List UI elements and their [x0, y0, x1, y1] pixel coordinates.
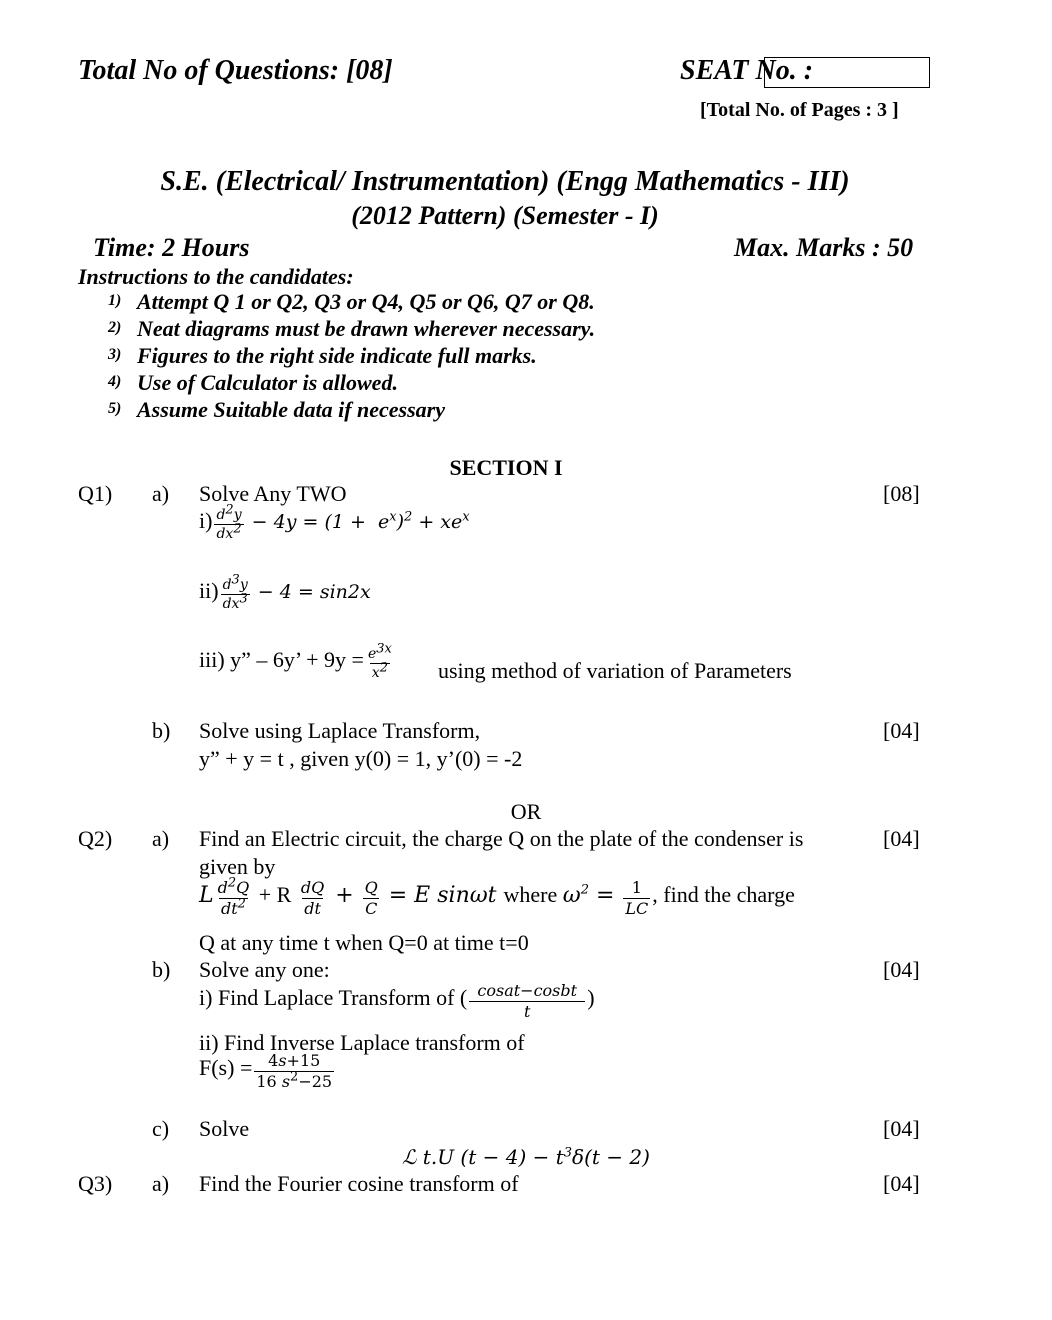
q2a-text2: given by — [199, 854, 276, 879]
q2b-fs-label: F(s) = — [199, 1055, 253, 1081]
seat-label-wrap — [680, 55, 814, 91]
q2b-i-text: i) Find Laplace Transform of ( — [199, 985, 468, 1011]
instruction-text: Attempt Q 1 or Q2, Q3 or Q4, Q5 or Q6, Q7 or Q8. — [137, 289, 595, 314]
fraction: $\frac{e^{3x}}{x^2}$ — [367, 641, 392, 681]
fraction: $\frac{d^2y}{dx^2}$ — [216, 502, 242, 542]
q2b-ii-text: ii) Find Inverse Laplace transform of — [199, 1030, 525, 1055]
q3a-text: Find the Fourier cosine transform of — [199, 1171, 519, 1196]
fraction: $\frac{1}{LC}$ — [625, 878, 649, 918]
q2b-text: Solve any one: — [199, 957, 330, 982]
q2b-marks: [04] — [883, 957, 920, 982]
seat-label: SEAT No. : — [680, 55, 814, 86]
q1a-text: Solve Any TWO — [199, 481, 347, 506]
q2a-equation: L $\frac{d^2Q}{dt^2}$ + R $\frac{dQ}{dt}$ + $\frac{Q}{C}$ = E sinωt where $\omega^2$ = $\frac{1}{LC}$ , find the charge — [199, 875, 795, 918]
instruction-num: 5) — [108, 400, 122, 417]
q1a-iii-method: using method of variation of Parameters — [438, 658, 792, 683]
q1a-ii-equation: ii) $\frac{d^3y}{dx^3}$ − 4 = sin2x — [199, 572, 371, 612]
instruction-num: 1) — [108, 292, 122, 309]
q2a-marks: [04] — [883, 826, 920, 851]
or-separator: OR — [510, 799, 542, 824]
q1b-text: Solve using Laplace Transform, — [199, 718, 481, 743]
q2a-text: Find an Electric circuit, the charge Q on the plate of the condenser is — [199, 826, 804, 851]
q3a-label: a) — [152, 1171, 170, 1196]
seat-number-box[interactable] — [764, 57, 930, 88]
q1a-i-label: i) — [199, 508, 213, 534]
fraction: $\frac{Q}{C}$ — [364, 878, 378, 918]
q2b-ii-equation — [199, 1053, 336, 1090]
instruction-text: Assume Suitable data if necessary — [137, 397, 446, 422]
q2a-find-text: , find the charge — [652, 882, 795, 908]
q1a-marks: [08] — [883, 481, 920, 506]
q2c-equation: ℒ t.U $(t - 4) - t^3\delta(t - 2)$ — [402, 1145, 650, 1169]
instruction-text: Use of Calculator is allowed. — [137, 370, 398, 395]
fraction: $\frac{\text{cosat−cosbt}}{t}$ — [469, 983, 585, 1020]
q2a-label: a) — [152, 826, 170, 851]
fraction: $\frac{d^2Q}{dt^2}$ — [217, 875, 250, 918]
max-marks: Max. Marks : 50 — [734, 233, 914, 262]
pattern-semester: (2012 Pattern) (Semester - I) — [351, 201, 659, 230]
q2-label: Q2) — [78, 826, 113, 851]
q2c-marks: [04] — [883, 1116, 920, 1141]
instructions-heading: Instructions to the candidates: — [78, 264, 354, 289]
course-title: S.E. (Electrical/ Instrumentation) (Engg Mathematics - III) — [160, 166, 850, 197]
instruction-num: 4) — [108, 373, 122, 390]
fraction: $\frac{4s+15}{16 s^2-25}$ — [256, 1051, 333, 1091]
fraction: $\frac{dQ}{dt}$ — [300, 878, 325, 918]
instruction-num: 2) — [108, 319, 122, 336]
instruction-num: 3) — [108, 346, 122, 363]
q2c-text: Solve — [199, 1116, 250, 1141]
q1a-iii-equation — [199, 641, 396, 681]
instruction-text: Neat diagrams must be drawn wherever necessary. — [137, 316, 596, 341]
q1b-label: b) — [152, 718, 171, 743]
total-pages: [Total No. of Pages : 3 ] — [700, 99, 899, 121]
q3a-marks: [04] — [883, 1171, 920, 1196]
fraction: $\frac{d^3y}{dx^3}$ — [222, 572, 248, 612]
q1a-iii-label: iii) y” – 6y’ + 9y = — [199, 647, 364, 673]
q1a-ii-label: ii) — [199, 578, 219, 604]
q2a-text3: Q at any time t when Q=0 at time t=0 — [199, 930, 529, 955]
instruction-text: Figures to the right side indicate full marks. — [137, 343, 537, 368]
section-heading: SECTION I — [449, 455, 563, 480]
q1b-equation: y” + y = t , given y(0) = 1, y’(0) = -2 — [199, 746, 523, 771]
q2b-label: b) — [152, 957, 171, 982]
q1a-i-equation: i) $\frac{d^2y}{dx^2}$ − $4y = (1 + e^x)^2 + xe^x$ — [199, 502, 470, 542]
exam-time: Time: 2 Hours — [93, 233, 250, 262]
q1b-marks: [04] — [883, 718, 920, 743]
q1a-label: a) — [152, 481, 170, 506]
q2b-i-equation: i) Find Laplace Transform of ( $\frac{\text{cosat−cosbt}}{t}$ ) — [199, 981, 595, 1021]
q2c-label: c) — [152, 1116, 170, 1141]
q3-label: Q3) — [78, 1171, 113, 1196]
total-questions: Total No of Questions: [08] — [78, 55, 393, 86]
q1-label: Q1) — [78, 481, 113, 506]
